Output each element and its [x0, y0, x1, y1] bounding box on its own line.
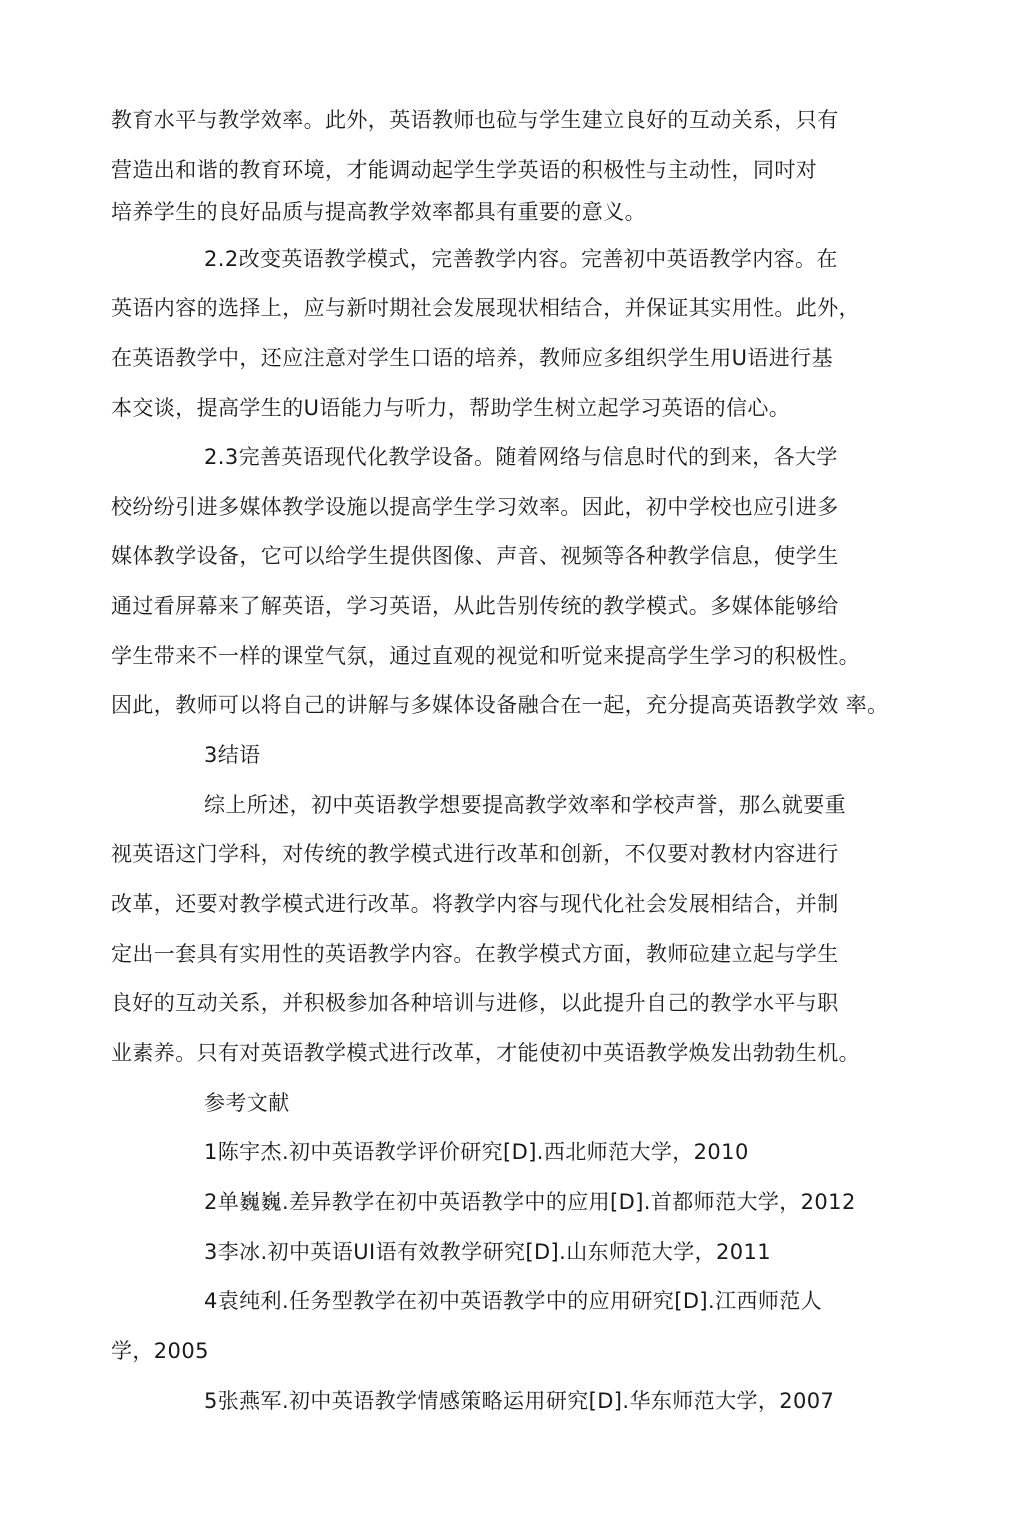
paragraph-line: 因此，教师可以将自己的讲解与多媒体设备融合在一起，充分提高英语教学效 率。: [111, 693, 889, 717]
reference-item: 3李冰.初中英语UI语有效教学研究[D].山东师范大学，2011: [204, 1240, 772, 1264]
reference-item: 4袁纯利.任务型教学在初中英语教学中的应用研究[D].江西师范人: [204, 1289, 823, 1313]
section-heading-2-2: 2.2改变英语教学模式，完善教学内容。完善初中英语教学内容。在: [204, 247, 838, 271]
paragraph-line: 英语内容的选择上，应与新吋期社会发展现状相结合，并保证其实用性。此外，: [111, 296, 860, 320]
references-heading: 参考文献: [204, 1091, 290, 1115]
paragraph-line: 营造出和谐的教育环境，才能调动起学生学英语的积极性与主动性，同吋对: [111, 158, 818, 182]
paragraph-line: 学生带来不一样的课堂气氛，通过直观的视觉和听觉来提高学生学习的积极性。: [111, 644, 860, 668]
section-heading-2-3: 2.3完善英语现代化教学设备。随着网络与信息时代的到来，各大学: [204, 445, 838, 469]
paragraph-line: 改革，还要对教学模式进行改革。将教学内容与现代化社会发展相结合，并制: [111, 892, 839, 916]
section-heading-3: 3结语: [204, 743, 261, 767]
paragraph-line: 本交谈，提高学生的U语能力与听力，帮助学生树立起学习英语的信心。: [111, 396, 791, 420]
paragraph-line: 培养学生的良好品质与提高教学效率都具有重要的意义。: [111, 200, 646, 224]
reference-item: 1陈宇杰.初中英语教学评价研究[D].西北师范大学，2010: [204, 1140, 749, 1164]
paragraph-line: 定出一套具有实用性的英语教学内容。在教学模式方面，教师砬建立起与学生: [111, 942, 839, 966]
reference-item: 2单巍巍.差异教学在初中英语教学中的应用[D].首都师范大学，2012: [204, 1190, 856, 1214]
paragraph-line: 校纷纷引进多媒体教学设施以提高学生学习效率。因此，初中学校也应引进多: [111, 495, 839, 519]
reference-item-continued: 学，2005: [111, 1339, 209, 1363]
paragraph-line: 媒体教学设备，它可以给学生提供图像、声音、视频等各种教学信息，使学生: [111, 544, 839, 568]
paragraph-line: 在英语教学中，还应注意对学生口语的培养，教师应多组织学生用U语进行基: [111, 346, 833, 370]
paragraph-line: 视英语这门学科，对传统的教学模式进行改革和创新，不仅要对教材内容进行: [111, 842, 839, 866]
paragraph-line: 良好的互动关系，并积极参加各种培训与进修，以此提升自己的教学水平与职: [111, 991, 839, 1015]
reference-item: 5张燕军.初中英语教学情感策略运用研究[D].华东师范大学，2007: [204, 1389, 835, 1413]
paragraph-line: 综上所述，初中英语教学想要提高教学效率和学校声誉，那么就要重: [204, 793, 846, 817]
paragraph-line: 业素养。只有对英语教学模式进行改革，才能使初中英语教学焕发出勃勃生机。: [111, 1041, 860, 1065]
paragraph-line: 教育水平与教学效率。此外，英语教师也砬与学生建立良好的互动关系，只有: [111, 108, 839, 132]
paragraph-line: 通过看屏幕来了解英语，学习英语，从此告别传统的教学模式。多媒体能够给: [111, 594, 839, 618]
